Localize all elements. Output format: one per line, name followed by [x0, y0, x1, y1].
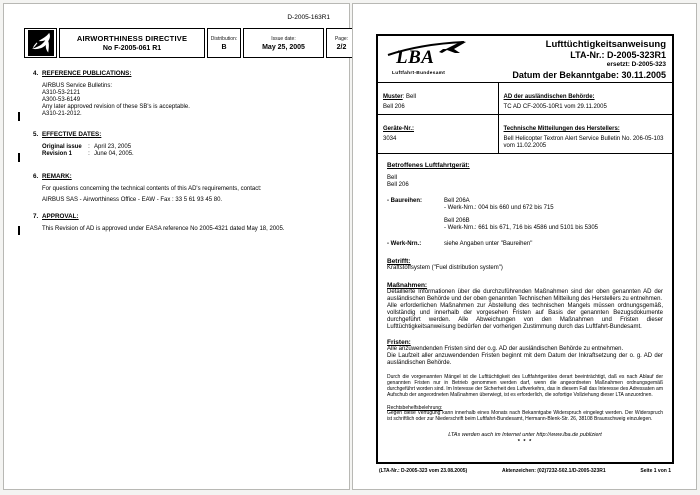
lta-title-block: [512, 39, 666, 80]
affected-heading: Betroffenes Luftfahrtgerät:: [387, 162, 470, 169]
body-line: Any later approved revision of these SB's is acceptable.: [42, 104, 190, 110]
model: Bell 206: [387, 182, 409, 188]
section-number: 5.: [33, 131, 39, 138]
footer-page: Seite 1 von 1: [640, 468, 671, 474]
lba-logo-subtext: Luftfahrt-Bundesamt: [392, 71, 446, 76]
lta-header-row: [378, 36, 672, 83]
section-remark: [33, 173, 331, 204]
body-line: AIRBUS SAS - Airworthiness Office - EAW - Fax : 33 5 61 93 45 80.: [42, 197, 223, 203]
ad-number: No F-2005-061 R1: [102, 45, 162, 52]
section-heading: REMARK:: [42, 173, 72, 180]
lba-logo-text: LBA: [396, 47, 435, 68]
body-line: This Revision of AD is approved under EASA reference No 2005-4321 dated May 18, 2005.: [42, 226, 285, 232]
lta-border-box: [376, 34, 674, 464]
issue-date-value: May 25, 2005: [262, 43, 305, 51]
body-line: A300-53-6149: [42, 97, 81, 103]
werknrn-row: [387, 241, 663, 248]
separator: :: [88, 151, 90, 157]
werknrn-value: siehe Angaben unter "Baureihen": [444, 241, 533, 247]
section-reference-publications: [33, 70, 331, 118]
date-label: Revision 1: [42, 151, 73, 157]
lta-replaces: ersetzt: D-2005-323: [606, 61, 666, 68]
ad-title: AIRWORTHINESS DIRECTIVE: [76, 34, 188, 43]
section-heading: APPROVAL:: [42, 213, 79, 220]
internet-note: LTAs werden auch im Internet unter http://www.lba.de publiziert: [448, 432, 602, 439]
issue-date-cell: [243, 28, 324, 58]
foreign-ad-value: TC AD CF-2005-10R1 vom 29.11.2005: [503, 104, 607, 110]
revision-change-bar: [18, 226, 20, 235]
massnahmen-paragraph-2: Alle erforderlichen Maßnahmen zur Abstellung des technischen Mangels müssen ordnungsgemäß, vollständig und innerhalb der vorgesehen Fristen auf Basis der genannten Bezugsdokumente durchgeführt werden. Alle Abweichungen von den Maßnahmen und Fristen dieser Lufttüchtigkeitsanweisung bedürfen der vorherigen Zustimmung durch das Luftfahrt-Bundesamt.: [387, 303, 663, 330]
body-line: AIRBUS Service Bulletins:: [42, 83, 113, 89]
ad-header-table: [24, 28, 357, 58]
tech-mitteilungen-label: Technische Mitteilungen des Herstellers:: [503, 126, 620, 132]
vollziehung-paragraph: Durch die vorgenannten Mängel ist die Lufttüchtigkeit des Luftfahrtgerätes derart beeinträchtigt, daß es nach Ablauf der genannten Fristen nur in Betrieb genommen werden darf, wenn die angeordneten Maßnahmen ordnungsgemäß durchgeführt worden sind. Im Interesse der Sicherheit des Luftverkehrs, das in diesem Fall das Interesse des Adressaten am Aufschub der angeordneten Maßnahmen überwiegt, ist es erforderlich, die sofortige Vollziehung dieser LTA anzuordnen.: [387, 374, 663, 398]
section-effective-dates: [33, 131, 331, 158]
effective-date-row: [42, 151, 331, 158]
lta-title: Lufttüchtigkeitsanweisung: [545, 39, 666, 50]
lta-footer: [376, 468, 674, 474]
rechtsbehelf-heading: Rechtsbehelfsbelehrung:: [387, 404, 443, 411]
lta-body: [378, 154, 672, 445]
baureihen-label: - Baureihen:: [387, 198, 423, 204]
date-value: April 23, 2005: [94, 144, 132, 150]
lta-number: LTA-Nr.: D-2005-323R1: [570, 50, 666, 60]
separator: :: [88, 144, 90, 150]
footer-lta-nr: (LTA-Nr.: D-2005-323 vom 23.08.2005): [379, 468, 468, 474]
tech-mitteilungen-value: Bell Helicopter Textron Alert Service Bulletin No. 206-05-103 vom 11.02.2005: [503, 136, 664, 149]
page-value: 2/2: [336, 43, 347, 51]
effective-date-row: [42, 144, 331, 151]
massnahmen-heading: Maßnahmen:: [387, 282, 428, 289]
foreign-ad-label: AD der ausländischen Behörde:: [503, 94, 595, 100]
section-number: 6.: [33, 173, 39, 180]
distribution-label: Distribution:: [210, 35, 238, 42]
section-number: 7.: [33, 213, 39, 220]
revision-change-bar: [18, 153, 20, 162]
baureihe-a-werknrn: - Werk-Nrn.: 004 bis 660 und 672 bis 715: [444, 205, 554, 211]
lba-logo: [386, 39, 496, 80]
rechtsbehelf-text: Gegen diese Verfügung kann innerhalb eines Monats nach Bekanntgabe Widerspruch eingelegt werden. Der Widerspruch ist schriftlich oder zur Niederschrift beim Luftfahrt-Bundesamt, Hermann-Blenk-Str. 26, 38108 Braunschweig einzulegen.: [387, 409, 663, 422]
section-approval: [33, 213, 331, 233]
baureihen-row: [387, 198, 663, 232]
dgac-bird-icon: [28, 30, 54, 56]
werknrn-label: - Werk-Nrn.:: [387, 241, 422, 247]
body-line: A310-53-2121: [42, 90, 81, 96]
muster-label: Muster: [383, 94, 403, 100]
date-value: June 04, 2005.: [94, 151, 134, 157]
info-row-muster: [378, 83, 672, 115]
distribution-value: B: [221, 43, 227, 51]
body-line: For questions concerning the technical contents of this AD's requirements, contact:: [42, 186, 262, 192]
fristen-heading: Fristen:: [387, 339, 411, 346]
info-row-geraete: [378, 115, 672, 154]
fristen-paragraph-1: Alle anzuwendenden Fristen sind der o.g. AD der ausländischen Behörde zu entnehmen.: [387, 346, 624, 352]
footer-aktenzeichen: Aktenzeichen: (02)7232-502.1/D-2005-323R1: [501, 468, 606, 474]
revision-change-bar: [18, 112, 20, 121]
baureihe-a: Bell 206A: [444, 198, 470, 204]
issue-date-label: Issue date:: [271, 35, 296, 42]
geraete-nr-label: Geräte-Nr.:: [383, 126, 415, 132]
section-number: 4.: [33, 70, 39, 77]
ad-title-cell: [59, 28, 205, 58]
fristen-paragraph-2: Die Laufzeit aller anzuwendenden Fristen beginnt mit dem Datum der Inkraftsetzung der o. g. AD der ausländischen Behörde.: [387, 353, 663, 366]
betrifft-text: Kraftstoffsystem ("Fuel distribution system"): [387, 265, 503, 271]
end-stars: * * *: [517, 439, 533, 446]
section-heading: REFERENCE PUBLICATIONS:: [42, 70, 132, 77]
baureihe-b-werknrn: - Werk-Nrn.: 661 bis 671, 716 bis 4586 und 5101 bis 5305: [444, 225, 598, 231]
massnahmen-paragraph-1: Detaillierte Informationen über die durchzuführenden Maßnahmen sind der oben genannten AD der ausländischen Behörde und der oben genannten Technischen Mitteilung des Herstellers zu entnehmen.: [387, 289, 663, 302]
muster-value: Bell 206: [383, 104, 405, 110]
date-label: Original issue: [42, 144, 82, 150]
manufacturer: Bell: [387, 175, 398, 181]
body-line: A310-21-2012.: [42, 111, 82, 117]
left-page-airworthiness-directive: [3, 3, 350, 490]
geraete-nr-value: 3034: [383, 136, 397, 142]
dgac-logo-cell: [24, 28, 57, 58]
section-heading: EFFECTIVE DATES:: [42, 131, 102, 138]
page-label: Page:: [334, 35, 349, 42]
betrifft-heading: Betrifft:: [387, 258, 411, 265]
distribution-cell: [207, 28, 241, 58]
doc-reference-number: D-2005-163R1: [287, 14, 330, 21]
baureihe-b: Bell 206B: [444, 218, 470, 224]
right-page-lta: [352, 3, 697, 490]
lta-announce-date: Datum der Bekanntgabe: 30.11.2005: [512, 70, 666, 80]
muster-after: : Bell: [402, 94, 417, 100]
